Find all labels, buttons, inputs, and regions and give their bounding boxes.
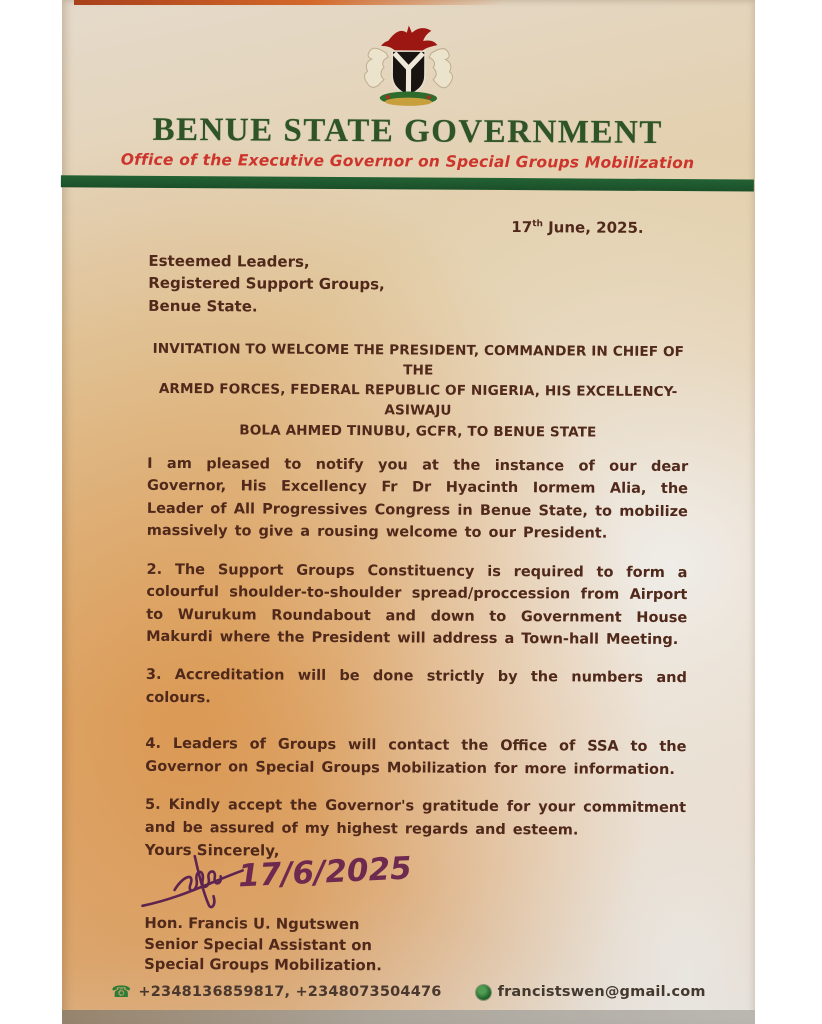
letter-content	[56, 215, 754, 980]
contact-footer	[62, 984, 755, 1000]
body-paragraph-2: 2. The Support Groups Constituency is required to form a colourful shoulder-to-shoulder spread/proccession from Airport to Wurukum Roundabout and down to Government House Makurdi where the President will address a Town-hall Meeting.	[146, 561, 688, 649]
nigeria-coat-of-arms-icon	[345, 20, 472, 109]
body-paragraph-1: I am pleased to notify you at the instance of our dear Governor, His Excellency Fr Dr Hyacinth Iormem Alia, the Leader of All Progressives Congress in Benue State, to mobilize massively to give a rousing welcome to our President.	[146, 455, 689, 542]
letter-paper	[62, 0, 755, 1024]
subject-line: ARMED FORCES, FEDERAL REPUBLIC OF NIGERIA, HIS EXCELLENCY- ASIWAJU	[158, 381, 678, 420]
subject-heading	[147, 339, 689, 443]
date-rest: June, 2025.	[542, 217, 644, 237]
subject-line: BOLA AHMED TINUBU, GCFR, TO BENUE STATE	[239, 421, 597, 441]
recipient-line: Benue State.	[148, 296, 258, 316]
letter-page	[56, 0, 755, 980]
phone-icon: ☎	[111, 982, 132, 1001]
date-day: 17	[511, 217, 533, 236]
date-ordinal: th	[532, 218, 543, 229]
body-paragraph-5: 5. Kindly accept the Governor's gratitude for your commitment and be assured of my highest regards and esteem.	[144, 797, 687, 839]
office-line: Office of the Executive Governor on Special Groups Mobilization	[120, 150, 695, 172]
email-icon	[476, 985, 491, 1000]
phone-contact	[111, 984, 441, 1000]
closing-line: Yours Sincerely,	[144, 841, 280, 860]
recipient-line: Registered Support Groups,	[148, 273, 385, 294]
signatory-title: Special Groups Mobilization.	[144, 956, 382, 975]
recipient-block	[148, 249, 689, 320]
body-paragraph-4: 4. Leaders of Groups will contact the Office of SSA to the Governor on Special Groups Mobilization for more information.	[145, 736, 687, 778]
letterhead-green-band	[61, 175, 754, 191]
letterhead	[61, 0, 755, 191]
email-contact	[476, 984, 706, 1000]
signatory-block	[144, 914, 685, 979]
handwritten-signature	[138, 848, 438, 914]
photo-bottom-edge	[62, 1010, 755, 1024]
date-line	[149, 215, 690, 236]
phone-numbers: +2348136859817, +2348073504476	[138, 984, 442, 1000]
handwritten-date: 17/6/2025	[237, 850, 413, 895]
signatory-title: Senior Special Assistant on	[144, 935, 372, 954]
signature-block	[138, 848, 685, 915]
org-name: BENUE STATE GOVERNMENT	[152, 111, 663, 151]
signatory-name: Hon. Francis U. Ngutswen	[144, 914, 360, 934]
subject-line: INVITATION TO WELCOME THE PRESIDENT, COMMANDER IN CHIEF OF THE	[152, 341, 685, 379]
email-address: francistswen@gmail.com	[497, 984, 706, 1000]
recipient-line: Esteemed Leaders,	[148, 251, 310, 271]
body-paragraph-3: 3. Accreditation will be done strictly by the numbers and colours.	[145, 667, 687, 707]
